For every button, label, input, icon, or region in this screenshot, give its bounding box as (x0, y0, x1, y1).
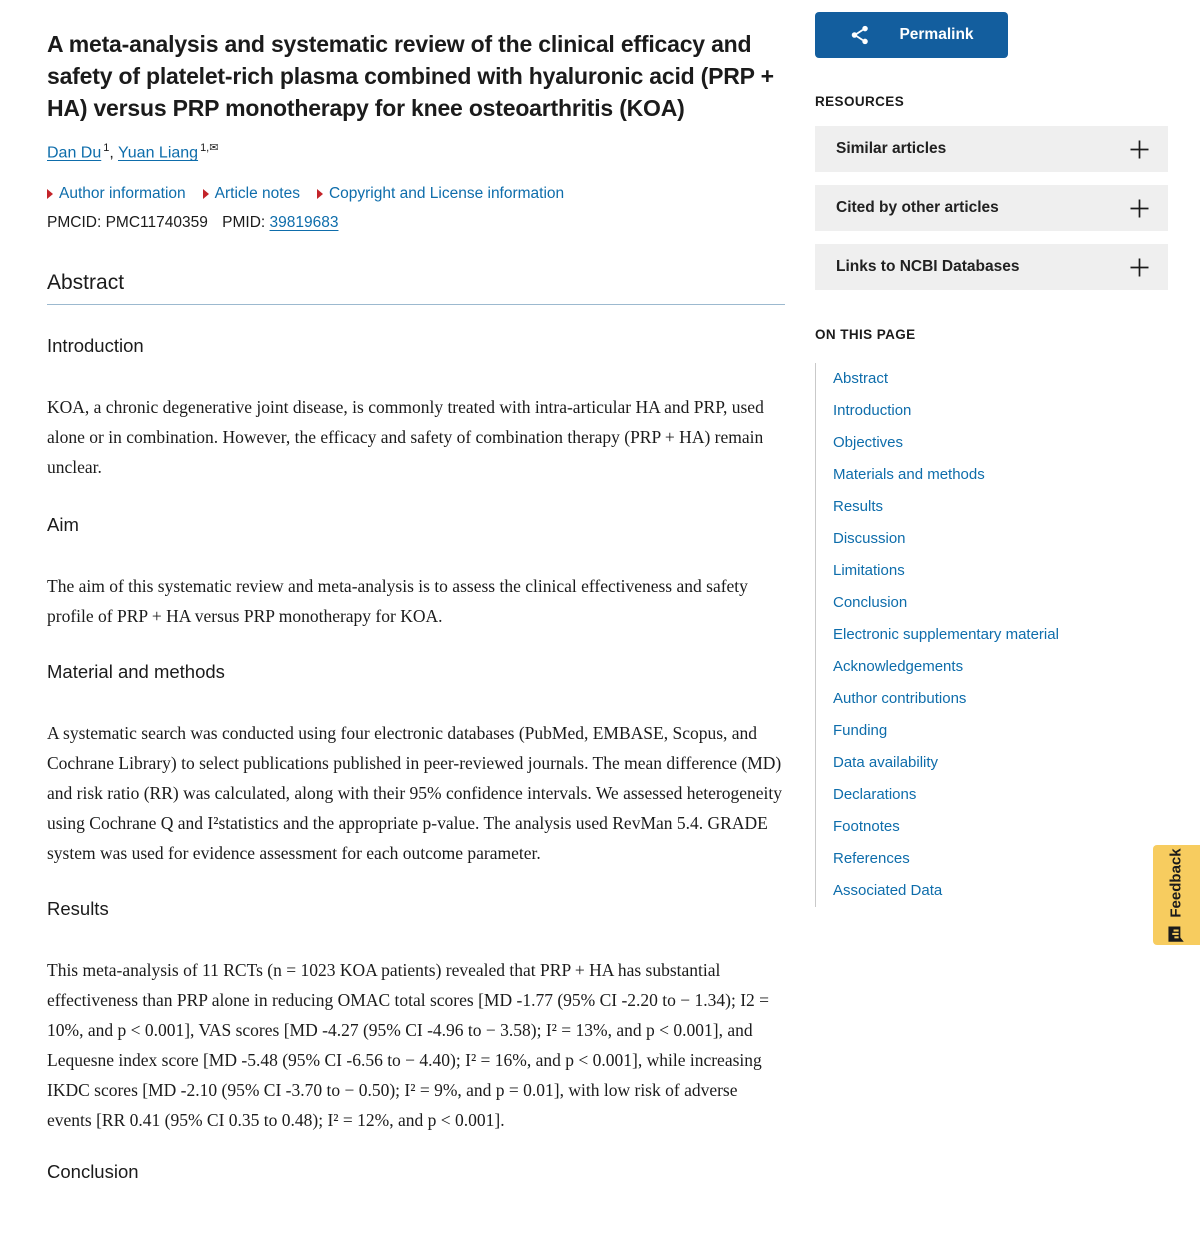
toc-link-discussion[interactable]: Discussion (833, 530, 906, 547)
toc-link-declarations[interactable]: Declarations (833, 786, 917, 803)
toc-item (833, 811, 1168, 843)
toc-item (833, 363, 1168, 395)
toc-item (833, 779, 1168, 811)
toc-item (833, 619, 1168, 651)
toc-link-footnotes[interactable]: Footnotes (833, 818, 900, 835)
page-title: A meta-analysis and systematic review of the clinical efficacy and safety of platelet-rich plasma combined with hyaluronic acid (PRP + HA) versus PRP monotherapy for knee osteoarthritis (KOA) (47, 31, 774, 121)
disclosure-triangle-icon (203, 189, 209, 199)
toc-link-acknowledgements[interactable]: Acknowledgements (833, 658, 964, 675)
toc-link-associated-data[interactable]: Associated Data (833, 882, 943, 899)
toc-link-materials-and-methods[interactable]: Materials and methods (833, 466, 985, 483)
on-this-page-heading: ON THIS PAGE (815, 327, 916, 342)
pmid-link[interactable]: 39819683 (269, 214, 339, 232)
article-main-column (47, 0, 785, 1183)
section-body-aim: The aim of this systematic review and meta-analysis is to assess the clinical effectiveness and safety profile of PRP + HA versus PRP monotherapy for KOA. (47, 576, 748, 627)
permalink-button[interactable] (815, 12, 1008, 58)
author-separator: , (109, 144, 118, 162)
plus-icon (1130, 199, 1149, 218)
section-heading-introduction: Introduction (47, 335, 144, 357)
toc-item (833, 427, 1168, 459)
feedback-label: Feedback (1168, 847, 1186, 918)
toc-item (833, 491, 1168, 523)
abstract-heading: Abstract (47, 272, 785, 305)
pmid-label: PMID: (222, 214, 270, 232)
toc-item (833, 747, 1168, 779)
share-icon (849, 24, 871, 46)
toc-link-conclusion[interactable]: Conclusion (833, 594, 908, 611)
toc-link-results[interactable]: Results (833, 498, 884, 515)
section-heading-aim: Aim (47, 514, 79, 536)
toc-link-abstract[interactable]: Abstract (833, 370, 889, 387)
toc-link-data-availability[interactable]: Data availability (833, 754, 939, 771)
section-body-material-and-methods: A systematic search was conducted using four electronic databases (PubMed, EMBASE, Scopus, and Cochrane Library) to select publications published in peer-reviewed journals. The mean difference (MD) and risk ratio (RR) was calculated, along with their 95% confidence intervals. We assessed heterogeneity using Cochrane Q and I²statistics and the appropriate p-value. The analysis used RevMan 5.4. GRADE system was used for evidence assessment for each outcome parameter. (47, 723, 782, 864)
accordion-links-to-ncbi-databases[interactable] (815, 244, 1168, 290)
feedback-inner (1168, 848, 1185, 942)
pmcid-label: PMCID: (47, 214, 106, 232)
disclosure-triangle-icon (47, 189, 53, 199)
author-information-link[interactable] (47, 185, 186, 203)
article-notes-label: Article notes (214, 185, 300, 203)
author-affiliation-corresponding-sup: 1,✉ (200, 142, 219, 154)
section-heading-conclusion-clipped: Conclusion (47, 1161, 139, 1183)
toc-link-references[interactable]: References (833, 850, 910, 867)
author-line (47, 141, 785, 162)
cited-by-label: Cited by other articles (836, 199, 999, 216)
feedback-button[interactable] (1153, 845, 1200, 945)
resources-heading: RESOURCES (815, 94, 905, 109)
toc-item (833, 523, 1168, 555)
article-identifiers (47, 214, 785, 232)
section-body-introduction: KOA, a chronic degenerative joint disease, is commonly treated with intra-articular HA and PRP, used alone or in combination. However, the efficacy and safety of combination therapy (PRP + HA) remain unclear. (47, 397, 764, 478)
article-meta-links (47, 185, 785, 203)
toc-link-funding[interactable]: Funding (833, 722, 888, 739)
author-link-dan-du[interactable]: Dan Du (47, 144, 102, 162)
accordion-cited-by-other-articles[interactable] (815, 185, 1168, 231)
toc-item (833, 683, 1168, 715)
right-sidebar (815, 0, 1168, 907)
toc-item (833, 651, 1168, 683)
toc-item (833, 395, 1168, 427)
author-information-label: Author information (59, 185, 186, 203)
toc-item (833, 459, 1168, 491)
toc-item (833, 587, 1168, 619)
plus-icon (1130, 258, 1149, 277)
ncbi-databases-label: Links to NCBI Databases (836, 258, 1020, 275)
author-link-yuan-liang[interactable]: Yuan Liang (117, 144, 199, 162)
accordion-similar-articles[interactable] (815, 126, 1168, 172)
similar-articles-label: Similar articles (836, 140, 947, 157)
toc-item (833, 875, 1168, 907)
feedback-comment-icon (1168, 925, 1185, 942)
copyright-license-link[interactable] (317, 185, 564, 203)
toc-link-objectives[interactable]: Objectives (833, 434, 904, 451)
copyright-license-label: Copyright and License information (328, 185, 565, 203)
toc-item (833, 715, 1168, 747)
plus-icon (1130, 140, 1149, 159)
article-notes-link[interactable] (203, 185, 300, 203)
toc-link-limitations[interactable]: Limitations (833, 562, 905, 579)
author-affiliation-sup: 1 (103, 142, 110, 154)
disclosure-triangle-icon (317, 189, 323, 199)
section-heading-results: Results (47, 898, 109, 920)
toc-link-introduction[interactable]: Introduction (833, 402, 912, 419)
pmcid-value: PMC11740359 (105, 214, 208, 232)
permalink-label: Permalink (899, 26, 974, 43)
toc-link-electronic-supplementary-material[interactable]: Electronic supplementary material (833, 626, 1059, 643)
resources-accordion-list (815, 126, 1168, 290)
section-heading-material-and-methods: Material and methods (47, 661, 225, 683)
on-this-page-toc (815, 363, 1168, 907)
toc-item (833, 555, 1168, 587)
section-body-results: This meta-analysis of 11 RCTs (n = 1023 KOA patients) revealed that PRP + HA has substantial effectiveness than PRP alone in reducing OMAC total scores [MD -1.77 (95% CI -2.20 to − 1.34); I2 = 10%, and p < 0.001], VAS scores [MD -4.27 (95% CI -4.96 to − 3.58); I² = 13%, and p < 0.001], and Lequesne index score [MD -5.48 (95% CI -6.56 to − 4.40); I² = 16%, and p < 0.001], while increasing IKDC scores [MD -2.10 (95% CI -3.70 to − 0.50); I² = 9%, and p = 0.01], with low risk of adverse events [RR 0.41 (95% CI 0.35 to 0.48); I² = 12%, and p < 0.001]. (47, 960, 770, 1131)
toc-item (833, 843, 1168, 875)
toc-link-author-contributions[interactable]: Author contributions (833, 690, 967, 707)
